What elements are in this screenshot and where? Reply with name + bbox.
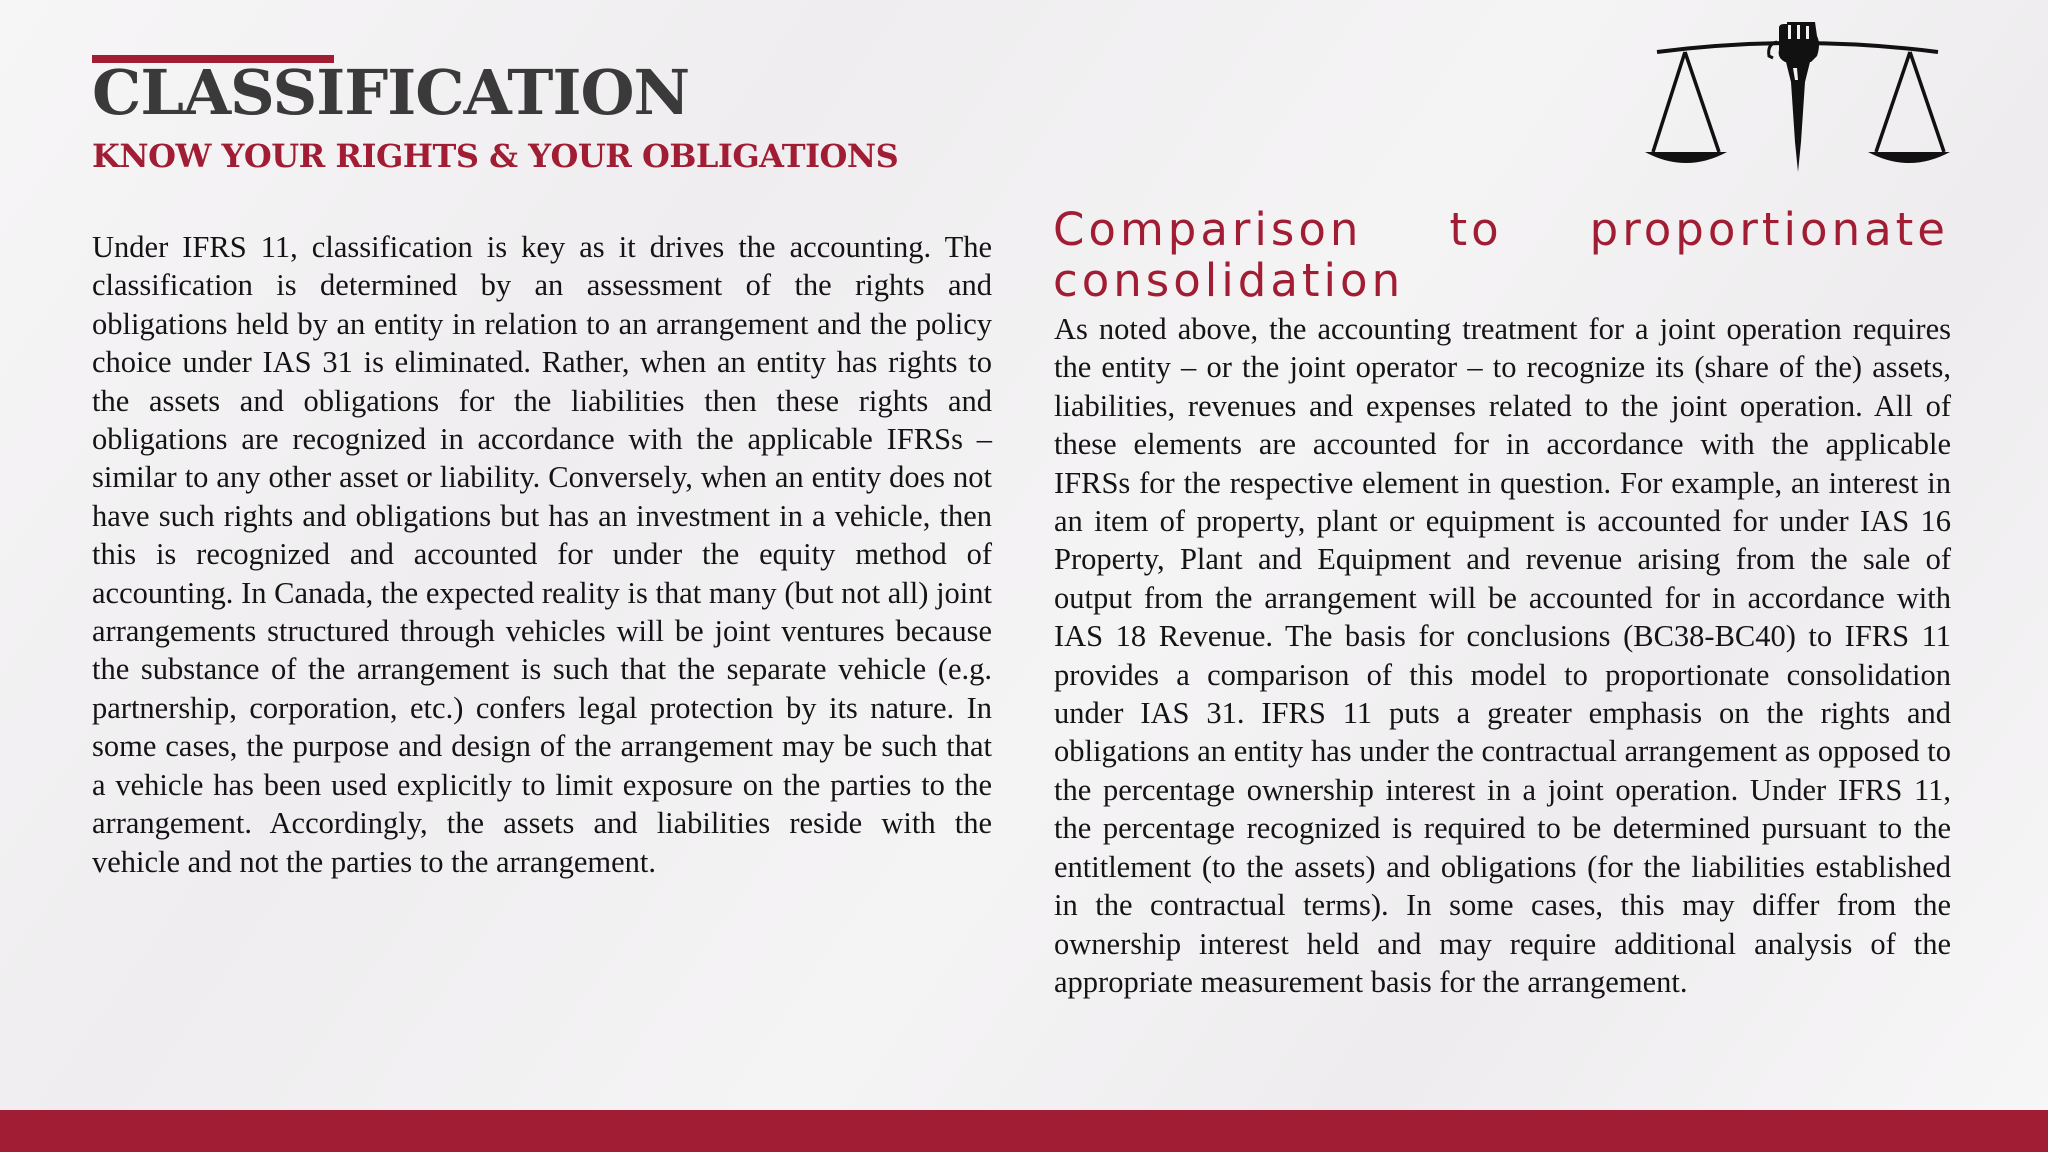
footer-bar — [0, 1110, 2048, 1152]
right-body-text: As noted above, the accounting treatment for a joint operation requires the entity – or the joint operator – to recognize its (share of the) assets, liabilities, revenues and expenses related to the joint operation. All of these elements are accounted for in accordance with the applicable IFRSs for the respective element in question. For example, an interest in an item of property, plant or equipment is accounted for under IAS 16 Property, Plant and Equipment and revenue arising from the sale of output from the arrangement will be accounted for in accordance with IAS 18 Revenue. The basis for conclusions (BC38-BC40) to IFRS 11 provides a comparison of this model to proportionate consolidation under IAS 31. IFRS 11 puts a greater emphasis on the rights and obligations an entity has under the contractual arrangement as opposed to the percentage ownership interest in a joint operation. Under IFRS 11, the percentage recognized is required to be determined pursuant to the entitlement (to the assets) and obligations (for the liabilities established in the contractual terms). In some cases, this may differ from the ownership interest held and may require additional analysis of the appropriate measurement basis for the arrangement. — [1054, 312, 1951, 999]
left-body-text: Under IFRS 11, classification is key as it drives the accounting. The classification is determined by an assessment of the rights and obligations held by an entity in relation to an arrangement and the policy choice under IAS 31 is eliminated. Rather, when an entity has rights to the assets and obligations for the liabilities then these rights and obligations are recognized in accordance with the applicable IFRSs – similar to any other asset or liability. Conversely, when an entity does not have such rights and obligations but has an investment in a vehicle, then this is recognized and accounted for under the equity method of accounting. In Canada, the expected reality is that many (but not all) joint arrangements structured through vehicles will be joint ventures because the substance of the arrangement is such that the separate vehicle (e.g. partnership, corporation, etc.) confers legal protection by its nature. In some cases, the purpose and design of the arrangement may be such that a vehicle has been used explicitly to limit exposure on the parties to the arrangement. Accordingly, the assets and liabilities reside with the vehicle and not the parties to the arrangement. — [92, 230, 992, 879]
scales-of-justice-icon — [1645, 22, 1950, 182]
page-title: CLASSIFICATION — [92, 56, 690, 129]
section-heading: Comparison to proportionate consolidation — [1053, 203, 1949, 307]
page-subtitle: KNOW YOUR RIGHTS & YOUR OBLIGATIONS — [92, 137, 899, 175]
